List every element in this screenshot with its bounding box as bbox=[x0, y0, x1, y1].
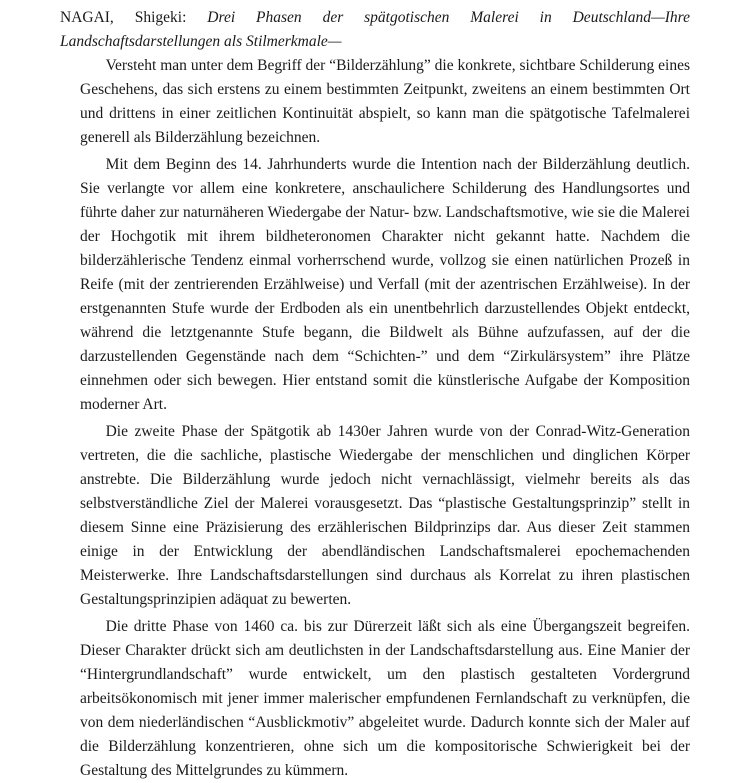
abstract-paragraph-2: Mit dem Beginn des 14. Jahrhunderts wurde die Intention nach der Bilderzählung deutlich. Sie verlangte vor allem eine konkretere, anschaulichere Schilderung des Handlungsortes und führte daher zur naturnäheren Wiedergabe der Natur- bzw. Landschaftsmotive, wie sie die Malerei der Hochgotik mit ihrem bildheteronomen Charakter nicht gekannt hatte. Nachdem die bilderzählerische Tendenz einmal vorherrschend wurde, vollzog sie einen natürlichen Prozeß in Reife (mit der zentrierenden Erzählweise) und Verfall (mit der azentrischen Erzählweise). In der erstgenannten Stufe wurde der Erdboden als ein unentbehrlich darzustellendes Objekt entdeckt, während die letztgenannte Stufe begann, die Bildwelt als Bühne aufzufassen, auf der die darzustellenden Gegenstände nach dem “Schichten-” und dem “Zirkulärsystem” ihre Plätze einnehmen oder sich bewegen. Hier entstand somit die künstlerische Aufgabe der Komposition moderner Art. bbox=[80, 156, 690, 413]
author-separator: : bbox=[182, 9, 187, 26]
abstract-paragraph-1: Versteht man unter dem Begriff der “Bilderzählung” die konkrete, sichtbare Schilderung eines Geschehens, das sich erstens zu einem bestimmten Zeitpunkt, zweitens an einem bestimmten Ort und drittens in einer zeitlichen Kontinuität abspielt, so kann man die spätgotische Tafelmalerei generell als Bilderzählung bezeichnen. bbox=[80, 57, 690, 146]
abstract-paragraph-4: Die dritte Phase von 1460 ca. bis zur Dürerzeit läßt sich als eine Übergangszeit begreifen. Dieser Charakter drückt sich am deutlichsten in der Landschaftsdarstellung aus. Eine Manier der “Hintergrundlandschaft” wurde entwickelt, um den plastisch gestalteten Vordergrund arbeitsökonomisch mit jener immer malerischer empfundenen Fernlandschaft zu verknüpfen, die von dem niederländischen “Ausblickmotiv” abgeleitet wurde. Dadurch konnte sich der Maler auf die Bilderzählung konzentrieren, ohne sich um die kompositorische Schwierigkeit bei der Gestaltung des Mittelgrundes zu kümmern. bbox=[80, 618, 690, 779]
abstract-heading bbox=[60, 6, 690, 54]
abstract-paragraph-3: Die zweite Phase der Spätgotik ab 1430er Jahren wurde von der Conrad-Witz-Generation vertreten, die die sachliche, plastische Wiedergabe der menschlichen und dinglichen Körper anstrebte. Die Bilderzählung wurde jedoch nicht vernachlässigt, vielmehr bereits als das selbstverständliche Ziel der Malerei vorausgesetzt. Das “plastische Gestaltungsprinzip” stellt in diesem Sinne eine Präzisierung des erzählerischen Bildprinzips dar. Aus dieser Zeit stammen einige in der Entwicklung der abendländischen Landschaftsmalerei epochemachenden Meisterwerke. Ihre Landschaftsdarstellungen sind durchaus als Korrelat zu ihren plastischen Gestaltungsprinzipien adäquat zu bewerten. bbox=[80, 423, 690, 608]
author-name: NAGAI, Shigeki bbox=[60, 9, 183, 26]
paper-title: Drei Phasen der spätgotischen Malerei in Deutschland—Ihre Landschaftsdarstellungen als Stilmerkmale— bbox=[60, 9, 690, 50]
